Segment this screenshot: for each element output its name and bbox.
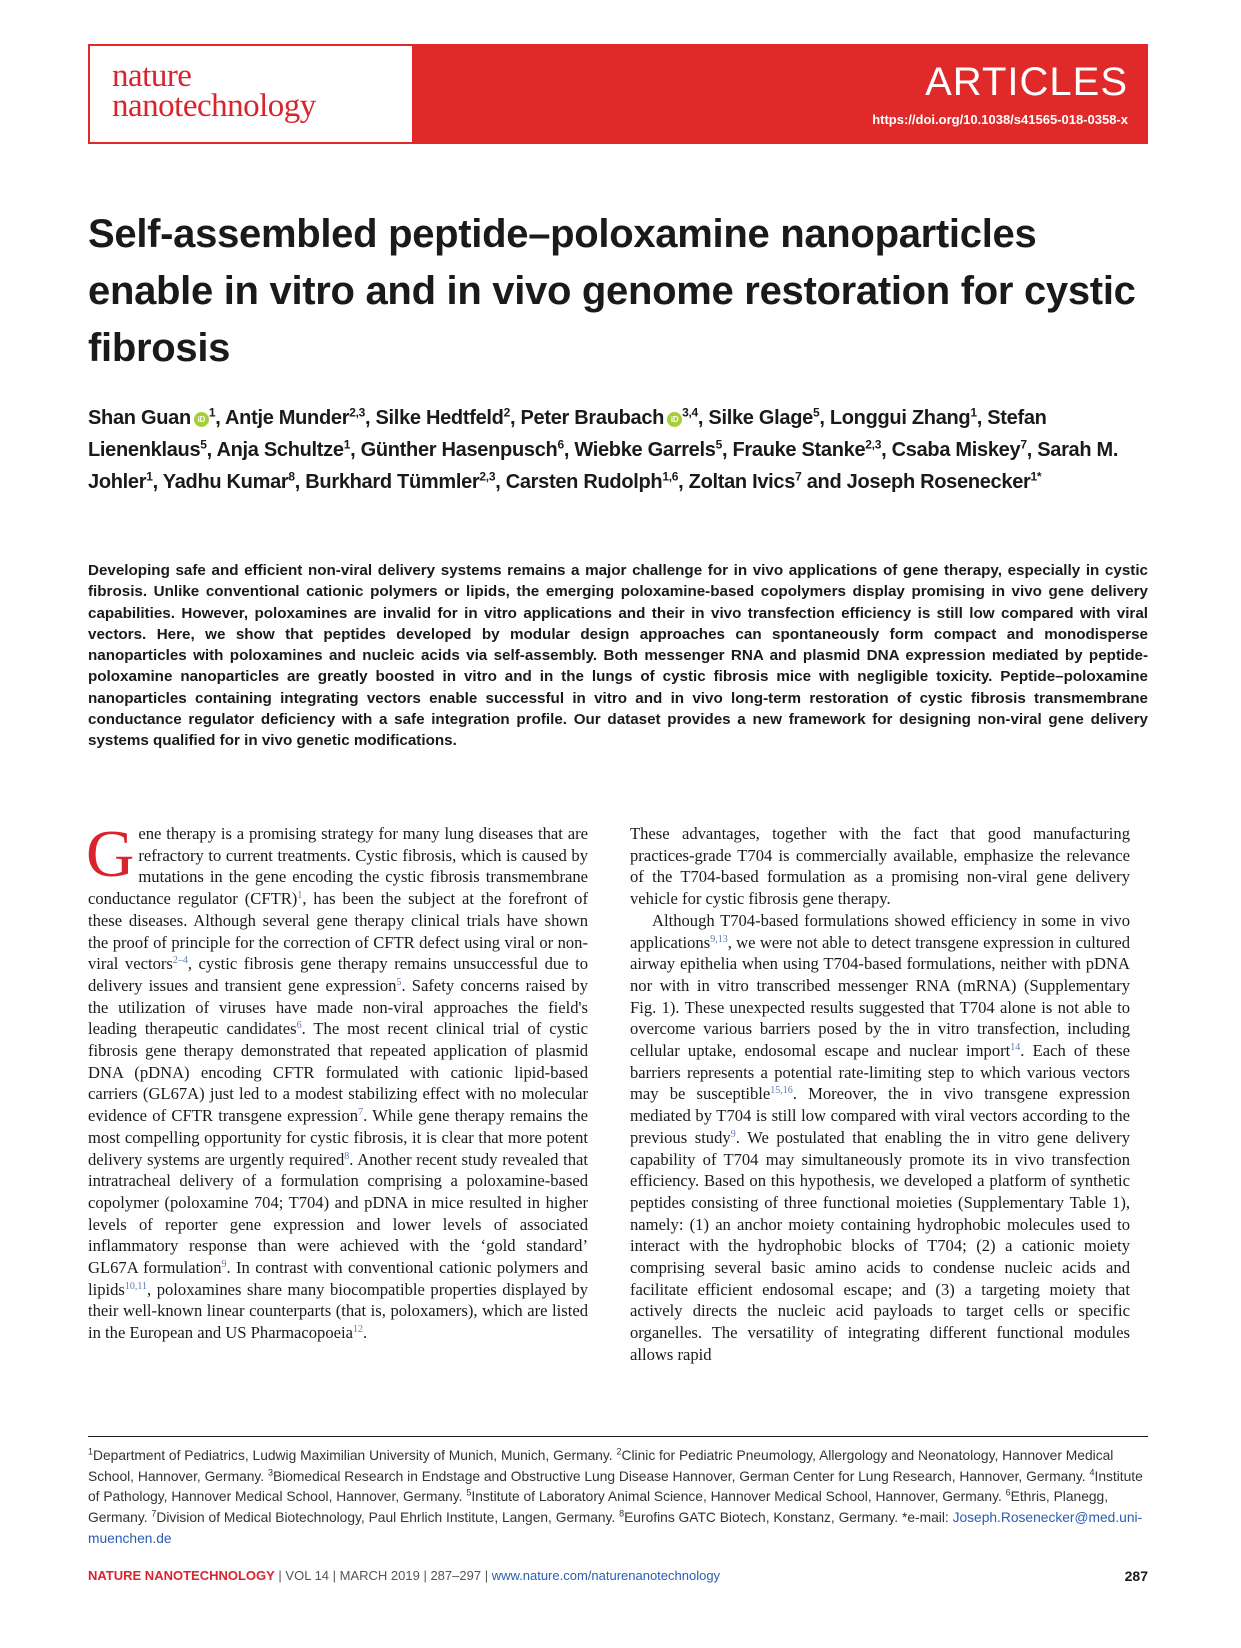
author-list [88,402,1148,498]
affiliation-text: Clinic for Pediatric Pneumology, Allergology and Neonatology, Hannover Medical School, Hannover, Germany. [88,1448,1114,1484]
author-affiliation: 2,3 [865,437,882,452]
journal-logo-line2: nanotechnology [112,88,316,124]
affiliation-text: Biomedical Research in Endstage and Obstructive Lung Disease Hannover, German Center for Lung Research, Hannover, Germany. [272,1468,1090,1484]
author-name[interactable]: and Joseph Rosenecker [801,471,1031,493]
author-name[interactable]: , Sarah M. Johler [88,439,1119,493]
affiliation-text: Division of Medical Biotechnology, Paul Ehrlich Institute, Langen, Germany. [156,1510,620,1526]
section-panel [412,46,1146,142]
author-name[interactable]: , Silke Glage [697,407,813,429]
author-affiliation: 7 [795,469,802,484]
footer-separator: | [419,1568,431,1583]
author-name[interactable]: , Antje Munder [215,407,350,429]
author-name[interactable]: , Wiebke Garrels [563,439,716,461]
citation-ref[interactable]: 2–4 [172,955,188,967]
author-name[interactable]: , Csaba Miskey [881,439,1021,461]
affiliation-number: 4 [1089,1467,1095,1478]
author-affiliation: 5 [715,437,722,452]
author-affiliation: 2 [503,405,510,420]
section-label: ARTICLES [925,60,1128,104]
body-text: . While gene therapy remains the most compelling opportunity for cystic fibrosis, it is clear that more potent delivery systems are urgently required [88,1106,588,1169]
citation-ref[interactable]: 9,13 [710,933,728,945]
author-affiliation: 5 [200,437,207,452]
body-paragraph [86,817,588,1344]
footer-separator: | [329,1568,340,1583]
doi-link[interactable]: https://doi.org/10.1038/s41565-018-0358-x [872,112,1128,127]
footnote-divider [88,1436,1148,1437]
page-number: 287 [1124,1568,1148,1584]
author-affiliation: 8 [288,469,295,484]
body-column-right [630,823,1130,1366]
author-affiliation: 6 [557,437,564,452]
affiliation-number: 3 [267,1467,273,1478]
citation-ref[interactable]: 10,11 [124,1280,148,1292]
author-name[interactable]: , Silke Hedtfeld [365,407,504,429]
affiliation-number: 1 [88,1446,94,1457]
footer-separator: | [274,1568,286,1583]
citation-ref[interactable]: 15,16 [770,1085,793,1097]
author-affiliation: 2,3 [479,469,496,484]
email-link[interactable]: Joseph.Rosenecker@med.uni-muenchen.de [88,1510,1143,1546]
citation-ref[interactable]: 8 [344,1150,350,1162]
author-affiliation: 1* [1030,469,1042,484]
affiliation-text: Department of Pediatrics, Ludwig Maximilian University of Munich, Munich, Germany. [93,1448,617,1463]
article-title: Self-assembled peptide–poloxamine nanoparticles enable in vitro and in vivo genome restoration for cystic fibrosis [88,212,1136,370]
affiliation-number: 5 [466,1487,472,1498]
footer-url[interactable]: www.nature.com/naturenanotechnology [491,1568,721,1583]
body-text: . The most recent clinical trial of cystic fibrosis gene therapy demonstrated that repeated application of plasmid DNA (pDNA) encoding CFTR formulated with cationic lipid-based carriers (GL67A) just led to a modest stabilizing effect with no molecular evidence of CFTR transgene expression [88,1019,588,1126]
citation-ref[interactable]: 6 [296,1020,302,1032]
page-footer [88,1568,1148,1588]
journal-banner [88,44,1148,144]
body-paragraph: These advantages, together with the fact that good manufacturing practices-grade T704 is commercially available, emphasize the relevance of the T704-based formulation as a promising non-viral gene delivery vehicle for cystic fibrosis gene therapy. [630,824,1130,909]
author-affiliation: 3,4 [682,405,698,420]
abstract: Developing safe and efficient non-viral delivery systems remains a major challenge for in vivo applications of gene therapy, especially in cystic fibrosis. Unlike conventional cationic polymers or lipids, the emerging poloxamine-based copolymers display promising in vivo gene delivery capabilities. However, poloxamines are invalid for in vitro applications and their in vivo transfection efficiency is still low compared with viral vectors. Here, we show that peptides developed by modular design approaches can spontaneously form compact and monodisperse nanoparticles with poloxamines and nucleic acids via self-assembly. Both messenger RNA and plasmid DNA expression mediated by peptide-poloxamine nanoparticles are greatly boosted in vitro and in the lungs of cystic fibrosis mice with negligible toxicity. Peptide–poloxamine nanoparticles containing integrating vectors enable successful in vitro and in vivo long-term restoration of cystic fibrosis transmembrane conductance regulator deficiency with a safe integration profile. Our dataset provides a new framework for designing non-viral gene delivery systems qualified for in vivo genetic modifications. [88,562,1148,750]
citation-ref[interactable]: 14 [1010,1042,1021,1054]
journal-logo [90,46,410,142]
author-name[interactable]: , Yadhu Kumar [152,471,289,493]
citation-ref[interactable]: 9 [730,1128,736,1140]
author-name[interactable]: , Burkhard Tümmler [294,471,480,493]
email-label: *e-mail: [901,1510,953,1526]
affiliation-text: Institute of Laboratory Animal Science, Hannover Medical School, Hannover, Germany. [471,1489,1006,1505]
affiliation-number: 2 [616,1446,622,1457]
citation-ref[interactable]: 1 [297,890,303,902]
citation-ref[interactable]: 5 [396,976,402,988]
footer-journal: NATURE NANOTECHNOLOGY [88,1568,275,1583]
body-text: . Safety concerns raised by the utilization of viruses have made non-viral approaches the field's leading therapeutic candidates [88,975,588,1039]
footer-pages: 287–297 [430,1568,482,1583]
footer-volume: VOL 14 [285,1568,330,1583]
author-name[interactable]: , Anja Schultze [206,439,344,461]
footer-separator: | [481,1568,492,1583]
body-text: , we were not able to detect transgene expression in cultured airway epithelia when using T704-based formulations, neither with pDNA nor with in vitro transcribed messenger RNA (mRNA) (Supplementary Fig. 1). These unexpected results suggested that T704 alone is not able to overcome various barriers posed by the in vitro transfection, including cellular uptake, endosomal escape and nuclear import [630,932,1130,1061]
body-text: . Another recent study revealed that intratracheal delivery of a formulation comprising a poloxamine-based copolymer (poloxamine 704; T704) and pDNA in mice resulted in higher levels of reporter gene expression and lower levels of associated inflammatory response than were achieved with the ‘gold standard’ GL67A formulation [88,1149,588,1278]
body-text: ene therapy is a promising strategy for many lung diseases that are refractory to current treatments. Cystic fibrosis, which is caused by mutations in the gene encoding the cystic fibrosis transmembrane conductance regulator (CFTR) [88,824,588,909]
orcid-icon[interactable]: iD [667,412,682,427]
orcid-icon[interactable]: iD [194,412,209,427]
footer-issue: MARCH 2019 [339,1568,420,1583]
citation-ref[interactable]: 9 [221,1259,227,1271]
body-text: , cystic fibrosis gene therapy remains unsuccessful due to delivery issues and transient gene expression [88,954,588,995]
author-name[interactable]: , Günther Hasenpusch [350,439,558,461]
author-name[interactable]: , Peter Braubach [509,407,665,429]
affiliation-number: 8 [619,1508,625,1519]
author-affiliation: 2,3 [349,405,365,420]
affiliation-text: Ethris, Planegg, Germany. [88,1489,1109,1526]
body-paragraph [630,910,1130,1366]
body-text: . In contrast with conventional cationic polymers and lipids [88,1258,588,1299]
affiliation-text: Institute of Pathology, Hannover Medical School, Hannover, Germany. [88,1468,1143,1505]
body-text: , poloxamines share many biocompatible properties displayed by their well-known linear counterparts (that is, poloxamers), which are listed in the European and US Pharmacopoeia [88,1279,588,1343]
citation-ref[interactable]: 7 [358,1107,364,1119]
affiliations [88,1446,1148,1550]
body-text: . Each of these barriers represents a potential rate-limiting step to which various vectors may be susceptible [630,1041,1130,1104]
author-affiliation: 1,6 [662,469,679,484]
author-affiliation: 1 [146,469,153,484]
affiliation-text: Eurofins GATC Biotech, Konstanz, Germany. [624,1510,902,1526]
author-name[interactable]: , Zoltan Ivics [678,471,796,493]
author-affiliation: 5 [812,405,820,420]
author-name[interactable]: , Stefan Lienenklaus [88,407,1047,461]
affiliation-number: 7 [151,1508,157,1519]
author-affiliation: 1 [970,405,977,420]
body-text: , has been the subject at the forefront of these diseases. Although several gene therapy clinical trials have shown the proof of principle for the correction of CFTR defect using viral or non-viral vectors [88,889,588,974]
author-name[interactable]: , Frauke Stanke [721,439,866,461]
body-text: . Moreover, the in vivo transgene expression mediated by T704 is still low compared with viral vectors according to the previous study [630,1084,1130,1147]
body-text: . We postulated that enabling the in vitro gene delivery capability of T704 may simultaneously promote its in vivo transfection efficiency. Based on this hypothesis, we developed a platform of synthetic peptides consisting of three functional moieties (Supplementary Table 1), namely: (1) an anchor moiety containing hydrophobic molecules used to interact with the hydrophobic blocks of T704; (2) a cationic moiety comprising several basic amino acids to condense nucleic acids and facilitate efficient endosomal escape; and (3) a targeting moiety that actively directs the nucleic acid payloads to target cells or specific organelles. The versatility of integrating different functional modules allows rapid [630,1127,1130,1364]
drop-cap: G [86,817,135,891]
author-name[interactable]: , Carsten Rudolph [495,471,663,493]
author-affiliation: 1 [343,437,351,452]
journal-logo-line1: nature [112,58,192,94]
author-affiliation: 1 [208,405,216,420]
affiliation-number: 6 [1005,1487,1011,1498]
author-name[interactable]: , Longgui Zhang [819,407,971,429]
body-text: Although T704-based formulations showed efficiency in some in vivo applications [630,910,1130,952]
body-text: . [362,1323,368,1343]
citation-ref[interactable]: 12 [352,1324,363,1336]
author-affiliation: 7 [1020,437,1027,452]
author-name[interactable]: Shan Guan [88,407,191,429]
body-column-left [86,817,588,1344]
